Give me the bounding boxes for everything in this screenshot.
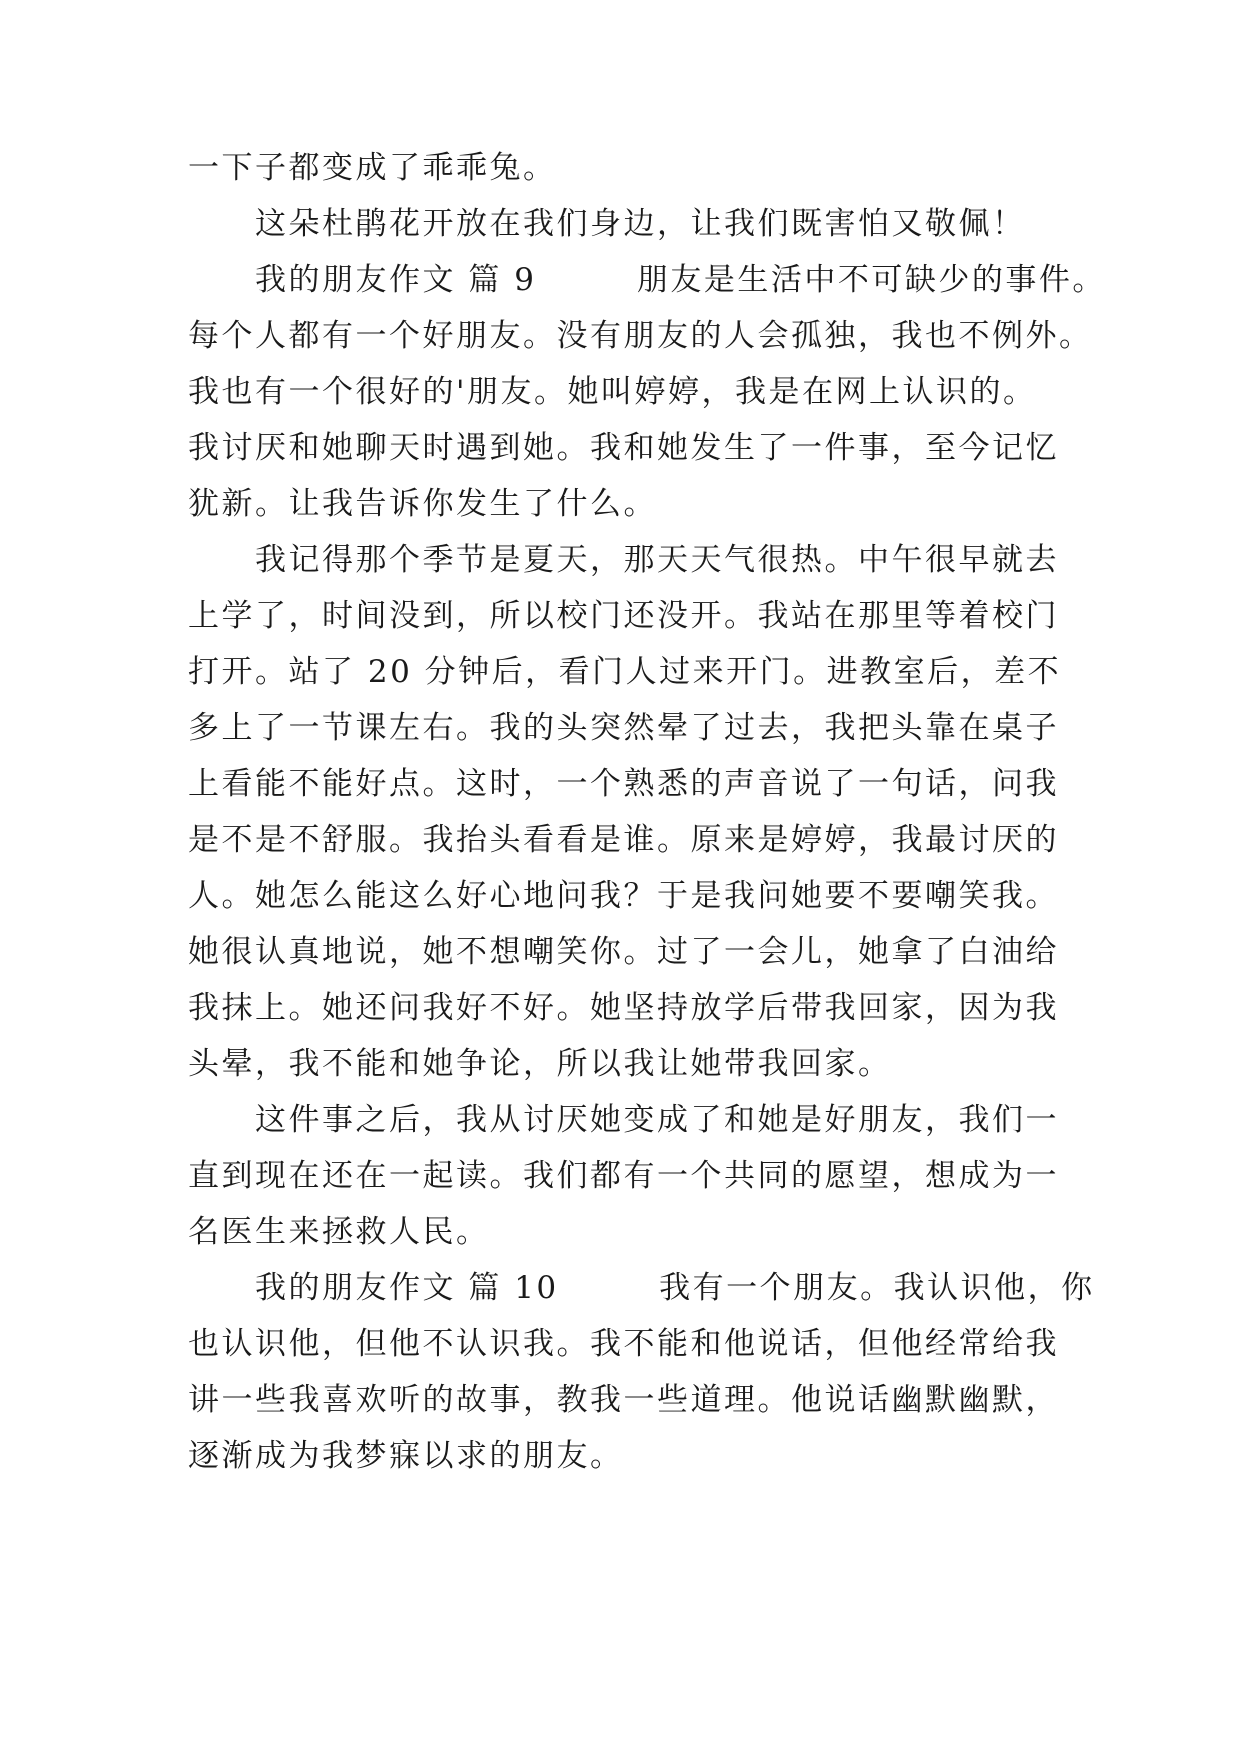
text-line: 我也有一个很好的'朋友。她叫婷婷，我是在网上认识的。	[188, 374, 1037, 410]
text-line: 我抹上。她还问我好不好。她坚持放学后带我回家，因为我	[188, 990, 1059, 1026]
text-line: 多上了一节课左右。我的头突然晕了过去，我把头靠在桌子	[188, 710, 1059, 746]
text-line: 也认识他，但他不认识我。我不能和他说话，但他经常给我	[188, 1326, 1059, 1362]
text-line: 这件事之后，我从讨厌她变成了和她是好朋友，我们一	[188, 1102, 1059, 1138]
text-line: 直到现在还在一起读。我们都有一个共同的愿望，想成为一	[188, 1158, 1059, 1194]
text-line: 犹新。让我告诉你发生了什么。	[188, 486, 657, 522]
text-line: 头晕，我不能和她争论，所以我让她带我回家。	[188, 1046, 892, 1082]
text-line: 讲一些我喜欢听的故事，教我一些道理。他说话幽默幽默，	[188, 1382, 1059, 1418]
text-line: 这朵杜鹃花开放在我们身边，让我们既害怕又敬佩！	[188, 206, 1026, 242]
text-line: 上看能不能好点。这时，一个熟悉的声音说了一句话，问我	[188, 766, 1059, 802]
text-line: 每个人都有一个好朋友。没有朋友的人会孤独，我也不例外。	[188, 318, 1093, 354]
text-line: 人。她怎么能这么好心地问我？于是我问她要不要嘲笑我。	[188, 878, 1059, 914]
text-line: 我讨厌和她聊天时遇到她。我和她发生了一件事，至今记忆	[188, 430, 1059, 466]
text-line: 打开。站了 20 分钟后，看门人过来开门。进教室后，差不	[188, 654, 1062, 690]
text-line: 我的朋友作文 篇 10 我有一个朋友。我认识他，你	[188, 1270, 1095, 1306]
text-line: 她很认真地说，她不想嘲笑你。过了一会儿，她拿了白油给	[188, 934, 1059, 970]
text-line: 我记得那个季节是夏天，那天天气很热。中午很早就去	[188, 542, 1059, 578]
text-line: 是不是不舒服。我抬头看看是谁。原来是婷婷，我最讨厌的	[188, 822, 1059, 858]
text-line: 一下子都变成了乖乖兔。	[188, 150, 557, 186]
text-line: 我的朋友作文 篇 9 朋友是生活中不可缺少的事件。	[188, 262, 1106, 298]
text-line: 逐渐成为我梦寐以求的朋友。	[188, 1438, 624, 1474]
text-line: 上学了，时间没到，所以校门还没开。我站在那里等着校门	[188, 598, 1059, 634]
text-line: 名医生来拯救人民。	[188, 1214, 490, 1250]
